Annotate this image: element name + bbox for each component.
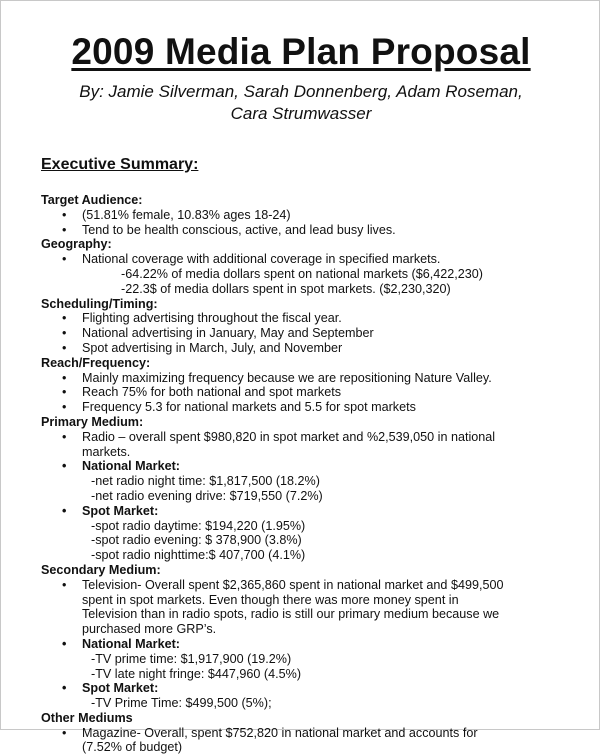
sub-item: -22.3$ of media dollars spent in spot markets. ($2,230,320)	[121, 281, 451, 296]
section-heading: Reach/Frequency:	[41, 355, 151, 370]
bullet-subheading: • Spot Market:	[41, 681, 512, 696]
bullet-item: • Frequency 5.3 for national markets and 5.5 for spot markets	[41, 400, 512, 415]
section	[41, 237, 561, 296]
bullet-item: • (51.81% female, 10.83% ages 18-24)	[41, 208, 512, 223]
executive-summary-heading: Executive Summary:	[41, 156, 199, 173]
section-heading: Other Mediums	[41, 710, 133, 725]
section-heading: Scheduling/Timing:	[41, 296, 158, 311]
bullet-item: • Reach 75% for both national and spot markets	[41, 385, 512, 400]
bullet-item: • Tend to be health conscious, active, and lead busy lives.	[41, 223, 512, 238]
section	[41, 297, 561, 356]
bullet-item: • Flighting advertising throughout the fiscal year.	[41, 311, 512, 326]
bullet-item: • Magazine- Overall, spent $752,820 in national market and accounts for (7.52% of budget)	[41, 726, 512, 755]
bullet-item: • Television- Overall spent $2,365,860 spent in national market and $499,500 spent in spot markets. Even though there was more money spent in Television than in radio spots, radio is still our primary medium because we purchased more GRP’s.	[41, 578, 512, 637]
bullet-item: • National advertising in January, May and September	[41, 326, 512, 341]
section-heading: Geography:	[41, 237, 112, 252]
authors-line: Cara Strumwasser	[230, 104, 372, 123]
bullet-item: • Radio – overall spent $980,820 in spot market and %2,539,050 in national markets.	[41, 430, 512, 460]
sub-item: -spot radio evening: $ 378,900 (3.8%)	[91, 533, 302, 548]
bullet-item: • Spot advertising in March, July, and November	[41, 341, 512, 356]
document-title: 2009 Media Plan Proposal	[71, 31, 531, 72]
bullet-subheading: • National Market:	[41, 459, 512, 474]
authors	[1, 81, 600, 125]
section	[41, 415, 561, 563]
section-heading: Primary Medium:	[41, 414, 144, 429]
section	[41, 711, 561, 755]
section	[41, 356, 561, 415]
sub-item: -net radio night time: $1,817,500 (18.2%)	[91, 474, 320, 489]
bullet-item: • Mainly maximizing frequency because we are repositioning Nature Valley.	[41, 371, 512, 386]
sub-item: -TV Prime Time: $499,500 (5%);	[91, 696, 272, 711]
sub-item: -net radio evening drive: $719,550 (7.2%)	[91, 488, 323, 503]
section-heading: Target Audience:	[41, 193, 143, 207]
bullet-subheading: • Spot Market:	[41, 504, 512, 519]
bullet-subheading: • National Market:	[41, 637, 512, 652]
sub-item: -TV late night fringe: $447,960 (4.5%)	[91, 666, 302, 681]
authors-line: By: Jamie Silverman, Sarah Donnenberg, Adam Roseman,	[79, 82, 523, 101]
section-heading: Secondary Medium:	[41, 562, 161, 577]
section	[41, 193, 561, 237]
sub-item: -spot radio nighttime:$ 407,700 (4.1%)	[91, 548, 306, 563]
sub-item: -TV prime time: $1,917,900 (19.2%)	[91, 651, 292, 666]
section	[41, 563, 561, 711]
sub-item: -spot radio daytime: $194,220 (1.95%)	[91, 518, 306, 533]
sub-item: -64.22% of media dollars spent on national markets ($6,422,230)	[121, 266, 483, 281]
bullet-item: • National coverage with additional coverage in specified markets.	[41, 252, 512, 267]
summary-body	[41, 193, 561, 755]
